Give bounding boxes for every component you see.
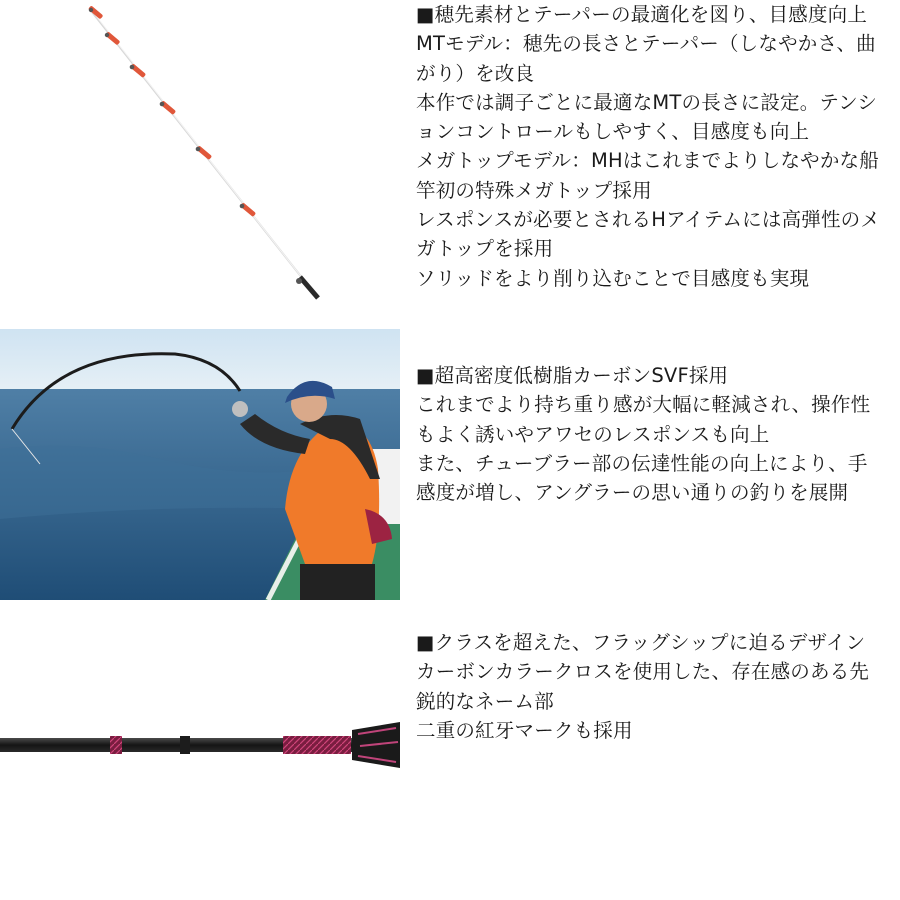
carbon-feature-line: これまでより持ち重り感が大幅に軽減され、操作性もよく誘いやアワセのレスポンスも向上 — [416, 393, 871, 446]
rod-guide — [240, 202, 256, 217]
rod-tip-illustration — [0, 0, 400, 320]
design-feature-heading: ■クラスを超えた、フラッグシップに迫るデザイン — [416, 631, 866, 654]
tip-feature-line: 本作では調子ごとに最適なMTの長さに設定。テンションコントロールもしやすく、目感度も向上 — [416, 90, 878, 144]
angler-photo — [0, 329, 400, 600]
rod-guide — [130, 63, 146, 78]
reel — [232, 401, 248, 417]
tip-feature-line: MTモデル：穂先の長さとテーパー（しなやかさ、曲がり）を改良 — [416, 32, 876, 85]
angler-photo-illustration — [0, 329, 400, 600]
trousers — [300, 564, 375, 600]
tip-feature-line: ソリッドをより削り込むことで目感度も実現 — [416, 266, 810, 290]
design-feature-line: 二重の紅牙マークも採用 — [416, 718, 633, 742]
carbon-cross-band — [283, 736, 351, 754]
rod-guide — [105, 31, 121, 45]
tip-feature-description — [416, 0, 886, 293]
tip-feature-line: メガトップモデル：MHはこれまでよりしなやかな船竿初の特殊メガトップ採用 — [416, 149, 879, 202]
tip-feature-heading: ■穂先素材とテーパーの最適化を図り、目感度向上 — [416, 3, 868, 26]
rod-guide — [196, 145, 212, 160]
rod-guide-lower — [296, 277, 318, 298]
rod-butt-illustration — [0, 690, 400, 800]
tip-feature-line: レスポンスが必要とされるHアイテムには高弾性のメガトップを採用 — [416, 208, 881, 261]
rod-butt-image — [0, 690, 400, 800]
design-feature-description — [416, 628, 886, 745]
carbon-cross-band — [110, 736, 122, 754]
rod-tip-image — [0, 0, 400, 320]
rod-guide — [160, 100, 176, 115]
carbon-feature-heading: ■超高密度低樹脂カーボンSVF採用 — [416, 364, 729, 387]
name-section — [180, 736, 190, 754]
carbon-feature-line: また、チューブラー部の伝達性能の向上により、手感度が増し、アングラーの思い通りの釣りを展開 — [416, 451, 868, 505]
design-feature-line: カーボンカラークロスを使用した、存在感のある先鋭的なネーム部 — [416, 660, 870, 713]
carbon-feature-description — [416, 361, 886, 507]
